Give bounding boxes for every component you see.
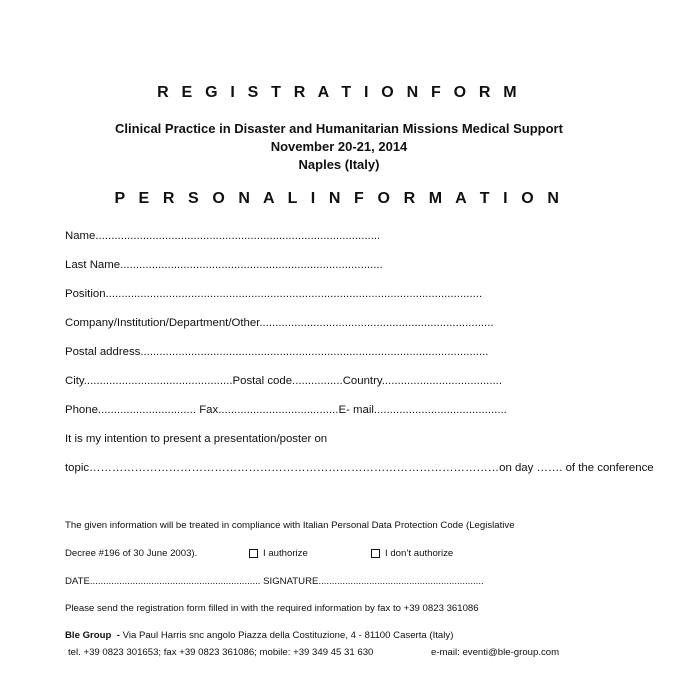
company-field[interactable]: Company/Institution/Department/Other.......................................................................... bbox=[65, 317, 494, 329]
not-authorize-label: I don’t authorize bbox=[385, 548, 454, 559]
city-row bbox=[65, 375, 502, 387]
signature-field[interactable]: SIGNATURE.............................................................. bbox=[263, 576, 484, 587]
presentation-intent: It is my intention to present a presentation/poster on bbox=[65, 433, 328, 445]
event-name: Clinical Practice in Disaster and Humanitarian Missions Medical Support bbox=[115, 121, 563, 136]
not-authorize-checkbox[interactable] bbox=[371, 549, 380, 558]
form-title: R E G I S T R A T I O N F O R M bbox=[157, 84, 521, 101]
email-field[interactable]: E- mail.......................................... bbox=[338, 404, 507, 416]
date-field[interactable]: DATE................................................................ bbox=[65, 576, 261, 587]
contact-phones: tel. +39 0823 301653; fax +39 0823 361086; mobile: +39 349 45 31 630 bbox=[68, 647, 374, 658]
topic-row bbox=[65, 462, 654, 474]
position-field[interactable]: Position....................................................................................................................... bbox=[65, 288, 483, 300]
on-day-field[interactable]: on day ……. of the conference bbox=[499, 462, 654, 474]
event-dates: November 20-21, 2014 bbox=[270, 139, 408, 154]
last-name-field[interactable]: Last Name................................................................................... bbox=[65, 259, 383, 271]
postal-address-field[interactable]: Postal address.............................................................................................................. bbox=[65, 346, 489, 358]
signature-row bbox=[65, 576, 484, 587]
fax-field[interactable]: Fax...................................... bbox=[199, 404, 339, 416]
contact-row bbox=[65, 404, 507, 416]
company-name: Ble Group bbox=[65, 630, 112, 641]
section-title: P E R S O N A L I N F O R M A T I O N bbox=[114, 190, 564, 207]
privacy-notice-line2: Decree #196 of 30 June 2003). bbox=[65, 548, 198, 559]
name-field[interactable]: Name.......................................................................................... bbox=[65, 230, 381, 242]
postal-code-field[interactable]: Postal code................ bbox=[232, 375, 343, 387]
authorize-option[interactable] bbox=[249, 548, 308, 559]
phone-field[interactable]: Phone............................... bbox=[65, 404, 197, 416]
company-address: Via Paul Harris snc angolo Piazza della Costituzione, 4 - 81100 Caserta (Italy) bbox=[122, 630, 454, 641]
contact-separator: - bbox=[116, 630, 120, 641]
send-instructions: Please send the registration form filled in with the required information by fax to +39 0823 361086 bbox=[65, 603, 479, 614]
city-field[interactable]: City............................................... bbox=[65, 375, 233, 387]
not-authorize-option[interactable] bbox=[371, 548, 453, 559]
contact-email[interactable]: e-mail: eventi@ble-group.com bbox=[431, 647, 560, 658]
country-field[interactable]: Country...................................... bbox=[342, 375, 502, 387]
contact-address bbox=[65, 630, 453, 641]
authorize-label: I authorize bbox=[263, 548, 308, 559]
topic-field[interactable]: topic……………………………………………………………………………………………… bbox=[65, 462, 500, 474]
event-place: Naples (Italy) bbox=[298, 157, 380, 172]
privacy-notice-line1: The given information will be treated in compliance with Italian Personal Data Protection Code (Legislative bbox=[65, 520, 515, 531]
authorize-checkbox[interactable] bbox=[249, 549, 258, 558]
